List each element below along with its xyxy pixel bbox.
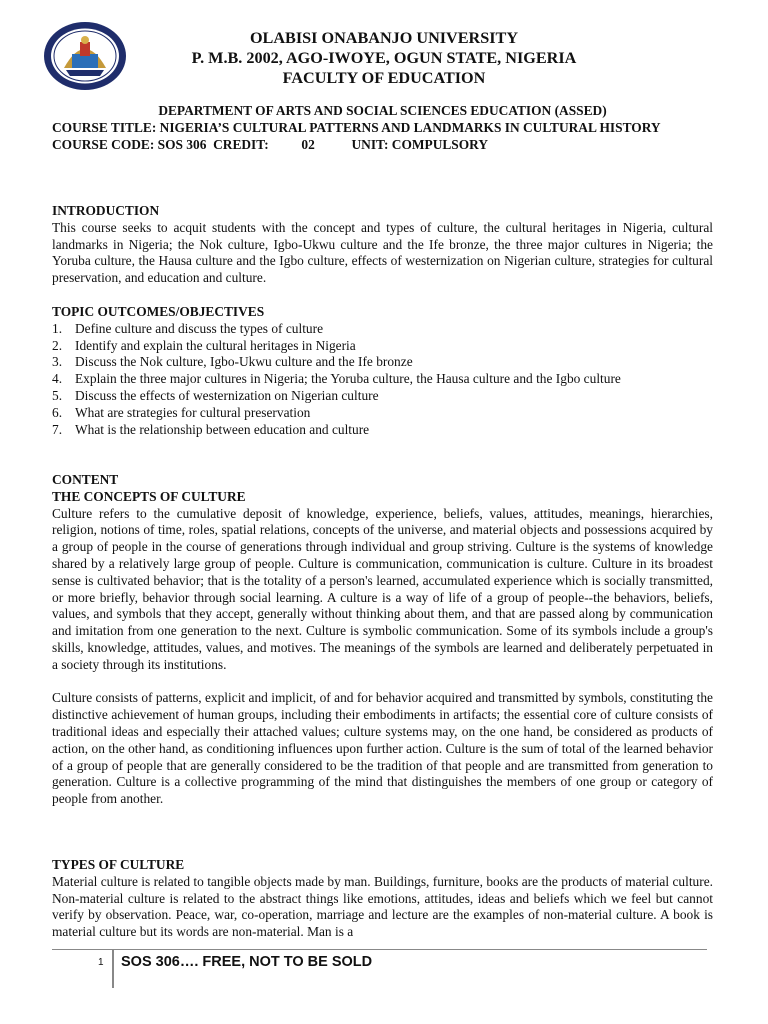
types-heading: TYPES OF CULTURE [52,857,185,872]
footer-vertical-divider [112,950,114,988]
list-item: 5. Discuss the effects of westernization on Nigerian culture [52,387,379,403]
concepts-paragraph-2: Culture consists of patterns, explicit and implicit, of and for behavior acquired and transmitted by symbols, constituting the distinctive achievement of human groups, including their embodiments in artifacts; the essential core of culture consists of traditional ideas and especially their attached values; culture systems may, on the one hand, be considered as products of action, on the other hand, as conditioning influences upon further action. Culture is the sum of total of the learned behavior of a group of people that are generally considered to be the tradition of that people and are transmitted from generation to generation. Culture is a collective programming of the mind that distinguishes the members of one group or category of people from another. [52,690,713,807]
course-title: COURSE TITLE: NIGERIA’S CULTURAL PATTERNS AND LANDMARKS IN CULTURAL HISTORY [52,120,661,135]
concepts-paragraph-1: Culture refers to the cumulative deposit of knowledge, experience, beliefs, values, attitudes, meanings, hierarchies, religion, notions of time, roles, spatial relations, concepts of the universe, and material objects and possessions acquired by a group of people in the course of generations through individual and group striving. Culture is the systems of knowledge shared by a relatively large group of people. Culture is communication, communication is culture. Culture in its broadest sense is cultivated behavior; that is the totality of a person's learned, accumulated experience which is socially transmitted, or more briefly, behavior through social learning. A culture is a way of life of a group of people--the behaviors, beliefs, values, and symbols that they accept, generally without thinking about them, and that are passed along by communication and imitation from one generation to the next. Culture is symbolic communication. Some of its symbols include a group's skills, knowledge, attitudes, values, and motives. The meanings of the symbols are learned and deliberately perpetuated in a society through its institutions. [52,505,713,672]
objectives-list [52,321,713,439]
types-section [52,857,713,941]
objectives-heading: TOPIC OUTCOMES/OBJECTIVES [52,304,265,319]
introduction-text: This course seeks to acquit students with the concept and types of culture, the cultural heritages in Nigeria, cultural landmarks in Nigeria; the Nok culture, Igbo-Ukwu culture and the Ife bronze, the three major cultures in Nigeria; the Yoruba culture, the Hausa culture and the Igbo culture, effects of westernization on Nigerian culture, strategies for cultural preservation, and education and culture. [52,219,713,286]
introduction-section [52,203,713,287]
list-item: 4. Explain the three major cultures in Nigeria; the Yoruba culture, the Hausa culture and the Igbo culture [52,371,621,387]
university-name: OLABISI ONABANJO UNIVERSITY [249,29,519,47]
course-code-line [52,136,713,153]
objectives-section [52,304,713,438]
department-title: DEPARTMENT OF ARTS AND SOCIAL SCIENCES EDUCATION (ASSED) [158,103,607,118]
content-heading: CONTENT [52,472,119,487]
list-item: 1. Define culture and discuss the types of culture [52,320,324,336]
faculty-name: FACULTY OF EDUCATION [282,69,486,87]
concepts-heading: THE CONCEPTS OF CULTURE [52,488,246,504]
university-header [0,28,768,88]
list-item: 3. Discuss the Nok culture, Igbo-Ukwu culture and the Ife bronze [52,354,413,370]
footer-text: SOS 306…. FREE, NOT TO BE SOLD [121,954,373,970]
university-address: P. M.B. 2002, AGO-IWOYE, OGUN STATE, NIGERIA [191,49,577,67]
list-item: 2. Identify and explain the cultural heritages in Nigeria [52,337,356,353]
page-number: 1 [98,957,104,968]
introduction-heading: INTRODUCTION [52,203,160,218]
credit-value: 02 [301,137,315,152]
list-item: 7. What is the relationship between education and culture [52,421,370,437]
course-info [52,102,713,153]
content-section [52,472,713,808]
footer-divider [52,949,707,950]
types-text: Material culture is related to tangible objects made by man. Buildings, furniture, books are the products of material culture. Non-material culture is related to the abstract things like emotions, attitudes, ideas and beliefs which we feel but cannot verify by observation. Peace, war, co-operation, marriage and lecture are the examples of non-material culture. A book is material culture but its words are non-material. Man is a [52,873,713,940]
credit-label: CREDIT: [213,137,269,152]
list-item: 6. What are strategies for cultural preservation [52,404,311,420]
unit-label: UNIT: COMPULSORY [351,137,489,152]
course-code: COURSE CODE: SOS 306 [52,137,207,152]
